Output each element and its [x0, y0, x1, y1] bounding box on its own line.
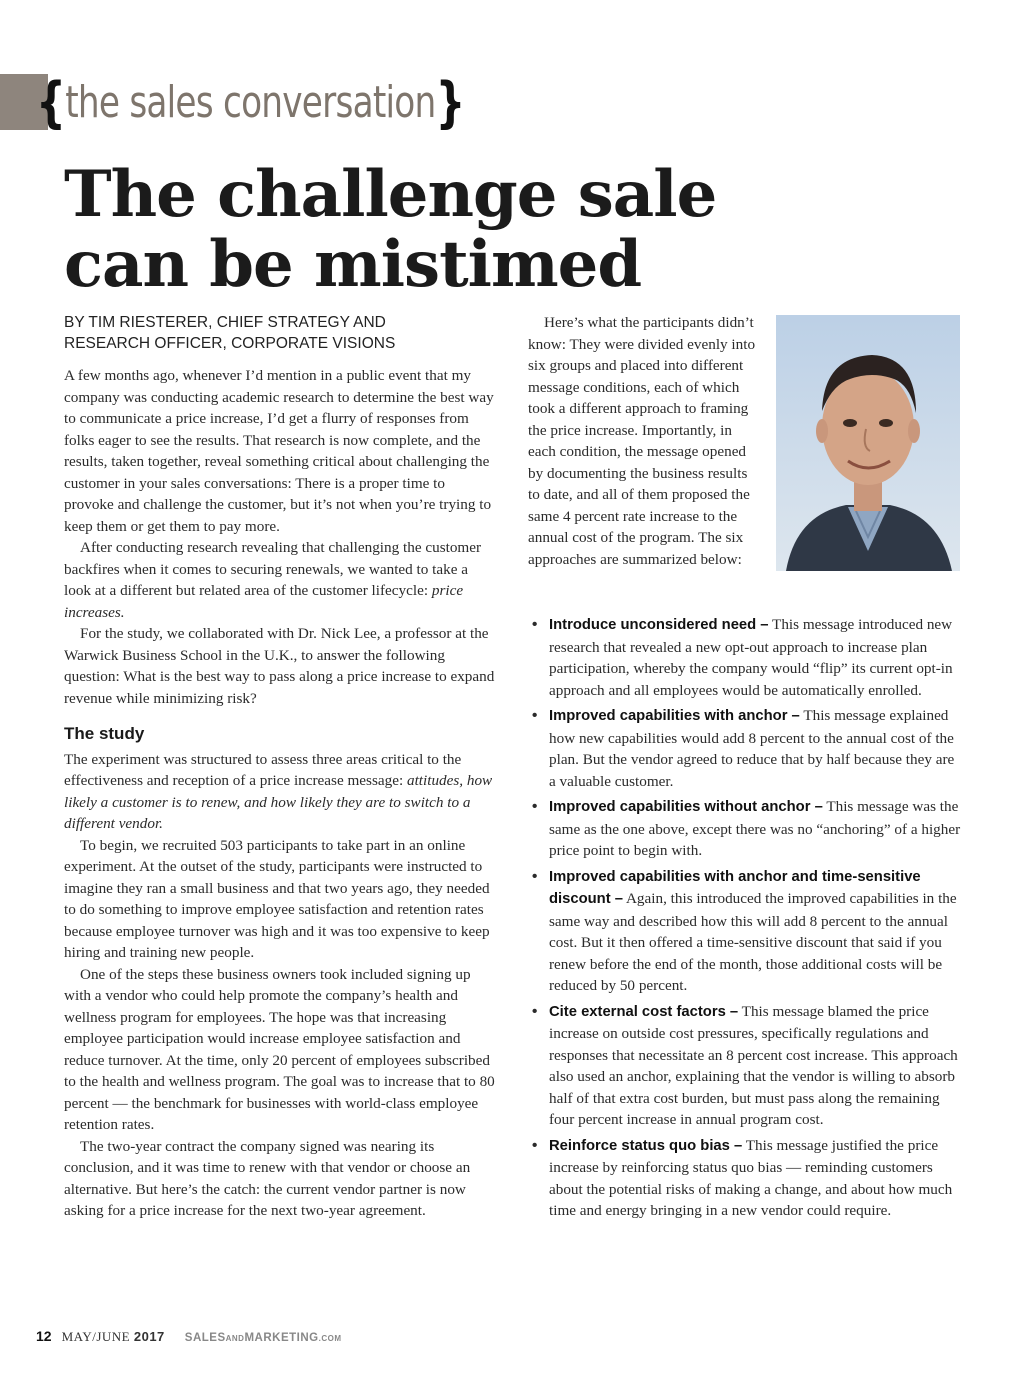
approach-2-text: This message explained how new capabilities would add 8 percent to the annual cost of the plan. But the vendor agreed to reduce that by half because they are a valuable customer. — [549, 707, 955, 790]
byline-line-1: BY TIM RIESTERER, CHIEF STRATEGY AND — [64, 314, 386, 331]
issue-year: 2017 — [133, 1329, 165, 1344]
paragraph-2-italic: price increases. — [64, 582, 464, 621]
article-headline — [64, 157, 964, 302]
approach-item-6: • Reinforce status quo bias – This message justified the price increase by reinforcing status quo bias — reminding customers about the potential risks of making a change, and about how much time and energy bringing in a new vendor could require. — [532, 1136, 953, 1219]
byline — [64, 312, 504, 354]
paragraph-2 — [64, 537, 496, 623]
approach-5-text: This message blamed the price increase on outside cost pressures, specifically regulations and responses that necessitate an 8 percent cost increase. This approach also used an anchor, explaining that the vendor is willing to absorb half of that extra cost burden, but must pass along the remaining four percent increase in annual program cost. — [549, 1002, 958, 1128]
right-column-intro — [528, 312, 760, 570]
headline-line-2: can be mistimed — [64, 227, 642, 302]
site-part-sales: SALES — [184, 1332, 226, 1344]
approach-item-2: • Improved capabilities with anchor – This message explained how new capabilities would add 8 percent to the annual cost of the plan. But the vendor agreed to reduce that by half because they are a valuable customer. — [532, 707, 955, 790]
issue-month: MAY/JUNE — [61, 1329, 131, 1344]
paragraph-3: For the study, we collaborated with Dr. Nick Lee, a professor at the Warwick Business School in the U.K., to answer the following question: What is the best way to pass along a price increase to expand revenue while minimizing risk? — [64, 625, 495, 707]
paragraph-4-italic: attitudes, how likely a customer is to renew, and how likely they are to switch to a different vendor. — [64, 772, 493, 832]
approach-3-text: This message was the same as the one above, except there was no “anchoring” of a higher price point to begin with. — [549, 798, 961, 859]
author-portrait-image — [776, 315, 960, 571]
website — [185, 1332, 342, 1344]
byline-line-2: RESEARCH OFFICER, CORPORATE VISIONS — [64, 335, 396, 352]
approach-item-1: • Introduce unconsidered need – This message introduced new research that revealed a new opt-out approach to increase plan participation, whereby the company would “flip” its current opt-in approach and all employees would be automatically enrolled. — [532, 616, 953, 699]
subhead-the-study: The study — [64, 724, 145, 743]
left-column — [64, 365, 496, 1222]
approach-6-text: This message justified the price increase by reinforcing status quo bias — reminding customers about the potential risks of making a change, and about how much time and energy bringing in a new vendor could require. — [549, 1136, 953, 1219]
approach-item-4: • Improved capabilities with anchor and time-sensitive discount – Again, this introduced the improved capabilities in the same way and described how this will add 8 percent to the annual cost. But it then offered a time-sensitive discount that said if you renew before the end of the month, those additional costs will be reduced by 50 percent. — [532, 867, 957, 994]
paragraph-4-text: The experiment was structured to assess three areas critical to the effectiveness and reception of a price increase message: — [64, 750, 462, 789]
paragraph-5: To begin, we recruited 503 participants to take part in an online experiment. At the outset of the study, participants were instructed to imagine they ran a small business and that two years ago, they needed to do something to improve employee satisfaction and retention rates because employee turnover was high and it was too expensive to keep hiring and training new people. — [64, 836, 490, 961]
author-photo — [776, 315, 960, 571]
page-footer — [36, 1328, 342, 1345]
paragraph-6: One of the steps these business owners took included signing up with a vendor who could help promote the company’s health and wellness program for employees. The hope was that increasing employee participation would increase employee satisfaction and reduce turnover. At the time, only 20 percent of employees subscribed to the health and wellness program. The goal was to increase that to 80 percent — the benchmark for businesses with world-class employee retention rates. — [64, 965, 495, 1133]
section-close-bracket: } — [435, 70, 465, 134]
approach-item-5: • Cite external cost factors – This message blamed the price increase on outside cost pressures, specifically regulations and responses that necessitate an 8 percent cost increase. This approach also used an anchor, explaining that the vendor is willing to absorb half of that extra cost burden, but must pass along the remaining four percent increase in annual program cost. — [532, 1002, 958, 1128]
issue-date — [62, 1329, 165, 1345]
approach-3-lead: Improved capabilities without anchor – — [549, 799, 823, 815]
headline-line-1: The challenge sale — [64, 157, 717, 232]
section-open-bracket: { — [36, 70, 66, 134]
approach-6-lead: Reinforce status quo bias – — [549, 1137, 743, 1154]
approach-4-lead: Improved capabilities with anchor and time-sensitive discount – — [549, 868, 921, 907]
section-label-text: the sales conversation — [65, 76, 436, 128]
paragraph-2-text: After conducting research revealing that challenging the customer backfires when it comes to securing renewals, we wanted to take a look at a different but related area of the customer lifecycle: — [64, 539, 482, 599]
intro-paragraph: Here’s what the participants didn’t know: They were divided evenly into six groups and placed into different message conditions, each of which took a different approach to framing the price increase. Importantly, in each condition, the message opened by documenting the business results to date, and all of them proposed the same 4 percent rate increase to the annual cost of the program. The six approaches are summarized below: — [528, 314, 756, 568]
approach-1-lead: Introduce unconsidered need – — [549, 617, 769, 633]
approach-1-text: This message introduced new research that revealed a new opt-out approach to increase plan participation, whereby the company would “flip” its current opt-in approach and all employees would be automatically enrolled. — [549, 616, 953, 699]
paragraph-7: The two-year contract the company signed was nearing its conclusion, and it was time to renew with that vendor or choose an alternative. But here’s the catch: the current vendor partner is now asking for a price increase for the next two-year agreement. — [64, 1137, 471, 1219]
page-number: 12 — [36, 1328, 52, 1344]
paragraph-4 — [64, 749, 496, 835]
section-label — [36, 70, 465, 134]
approach-item-3: • Improved capabilities without anchor – This message was the same as the one above, except there was no “anchoring” of a higher price point to begin with. — [532, 798, 961, 859]
approach-4-text: Again, this introduced the improved capabilities in the same way and described how this will add 8 percent to the annual cost. But it then offered a time-sensitive discount that said if you renew before the end of the month, those additional costs will be reduced by 50 percent. — [549, 890, 957, 994]
site-part-com: .COM — [318, 1334, 342, 1343]
site-part-and: AND — [225, 1334, 245, 1343]
approach-2-lead: Improved capabilities with anchor – — [549, 708, 800, 724]
approach-5-lead: Cite external cost factors – — [549, 1003, 739, 1020]
approaches-list — [528, 614, 964, 1226]
site-part-marketing: MARKETING — [244, 1332, 319, 1344]
paragraph-1: A few months ago, whenever I’d mention in a public event that my company was conducting academic research to determine the best way to communicate a price increase, I’d get a flurry of responses from folks eager to see the results. That research is now complete, and the results, taken together, reveal something critical about challenging the customer in your sales conversations: There is a proper time to provoke and challenge the customer, but it’s not when you’re trying to keep them or get them to pay more. — [64, 367, 494, 535]
